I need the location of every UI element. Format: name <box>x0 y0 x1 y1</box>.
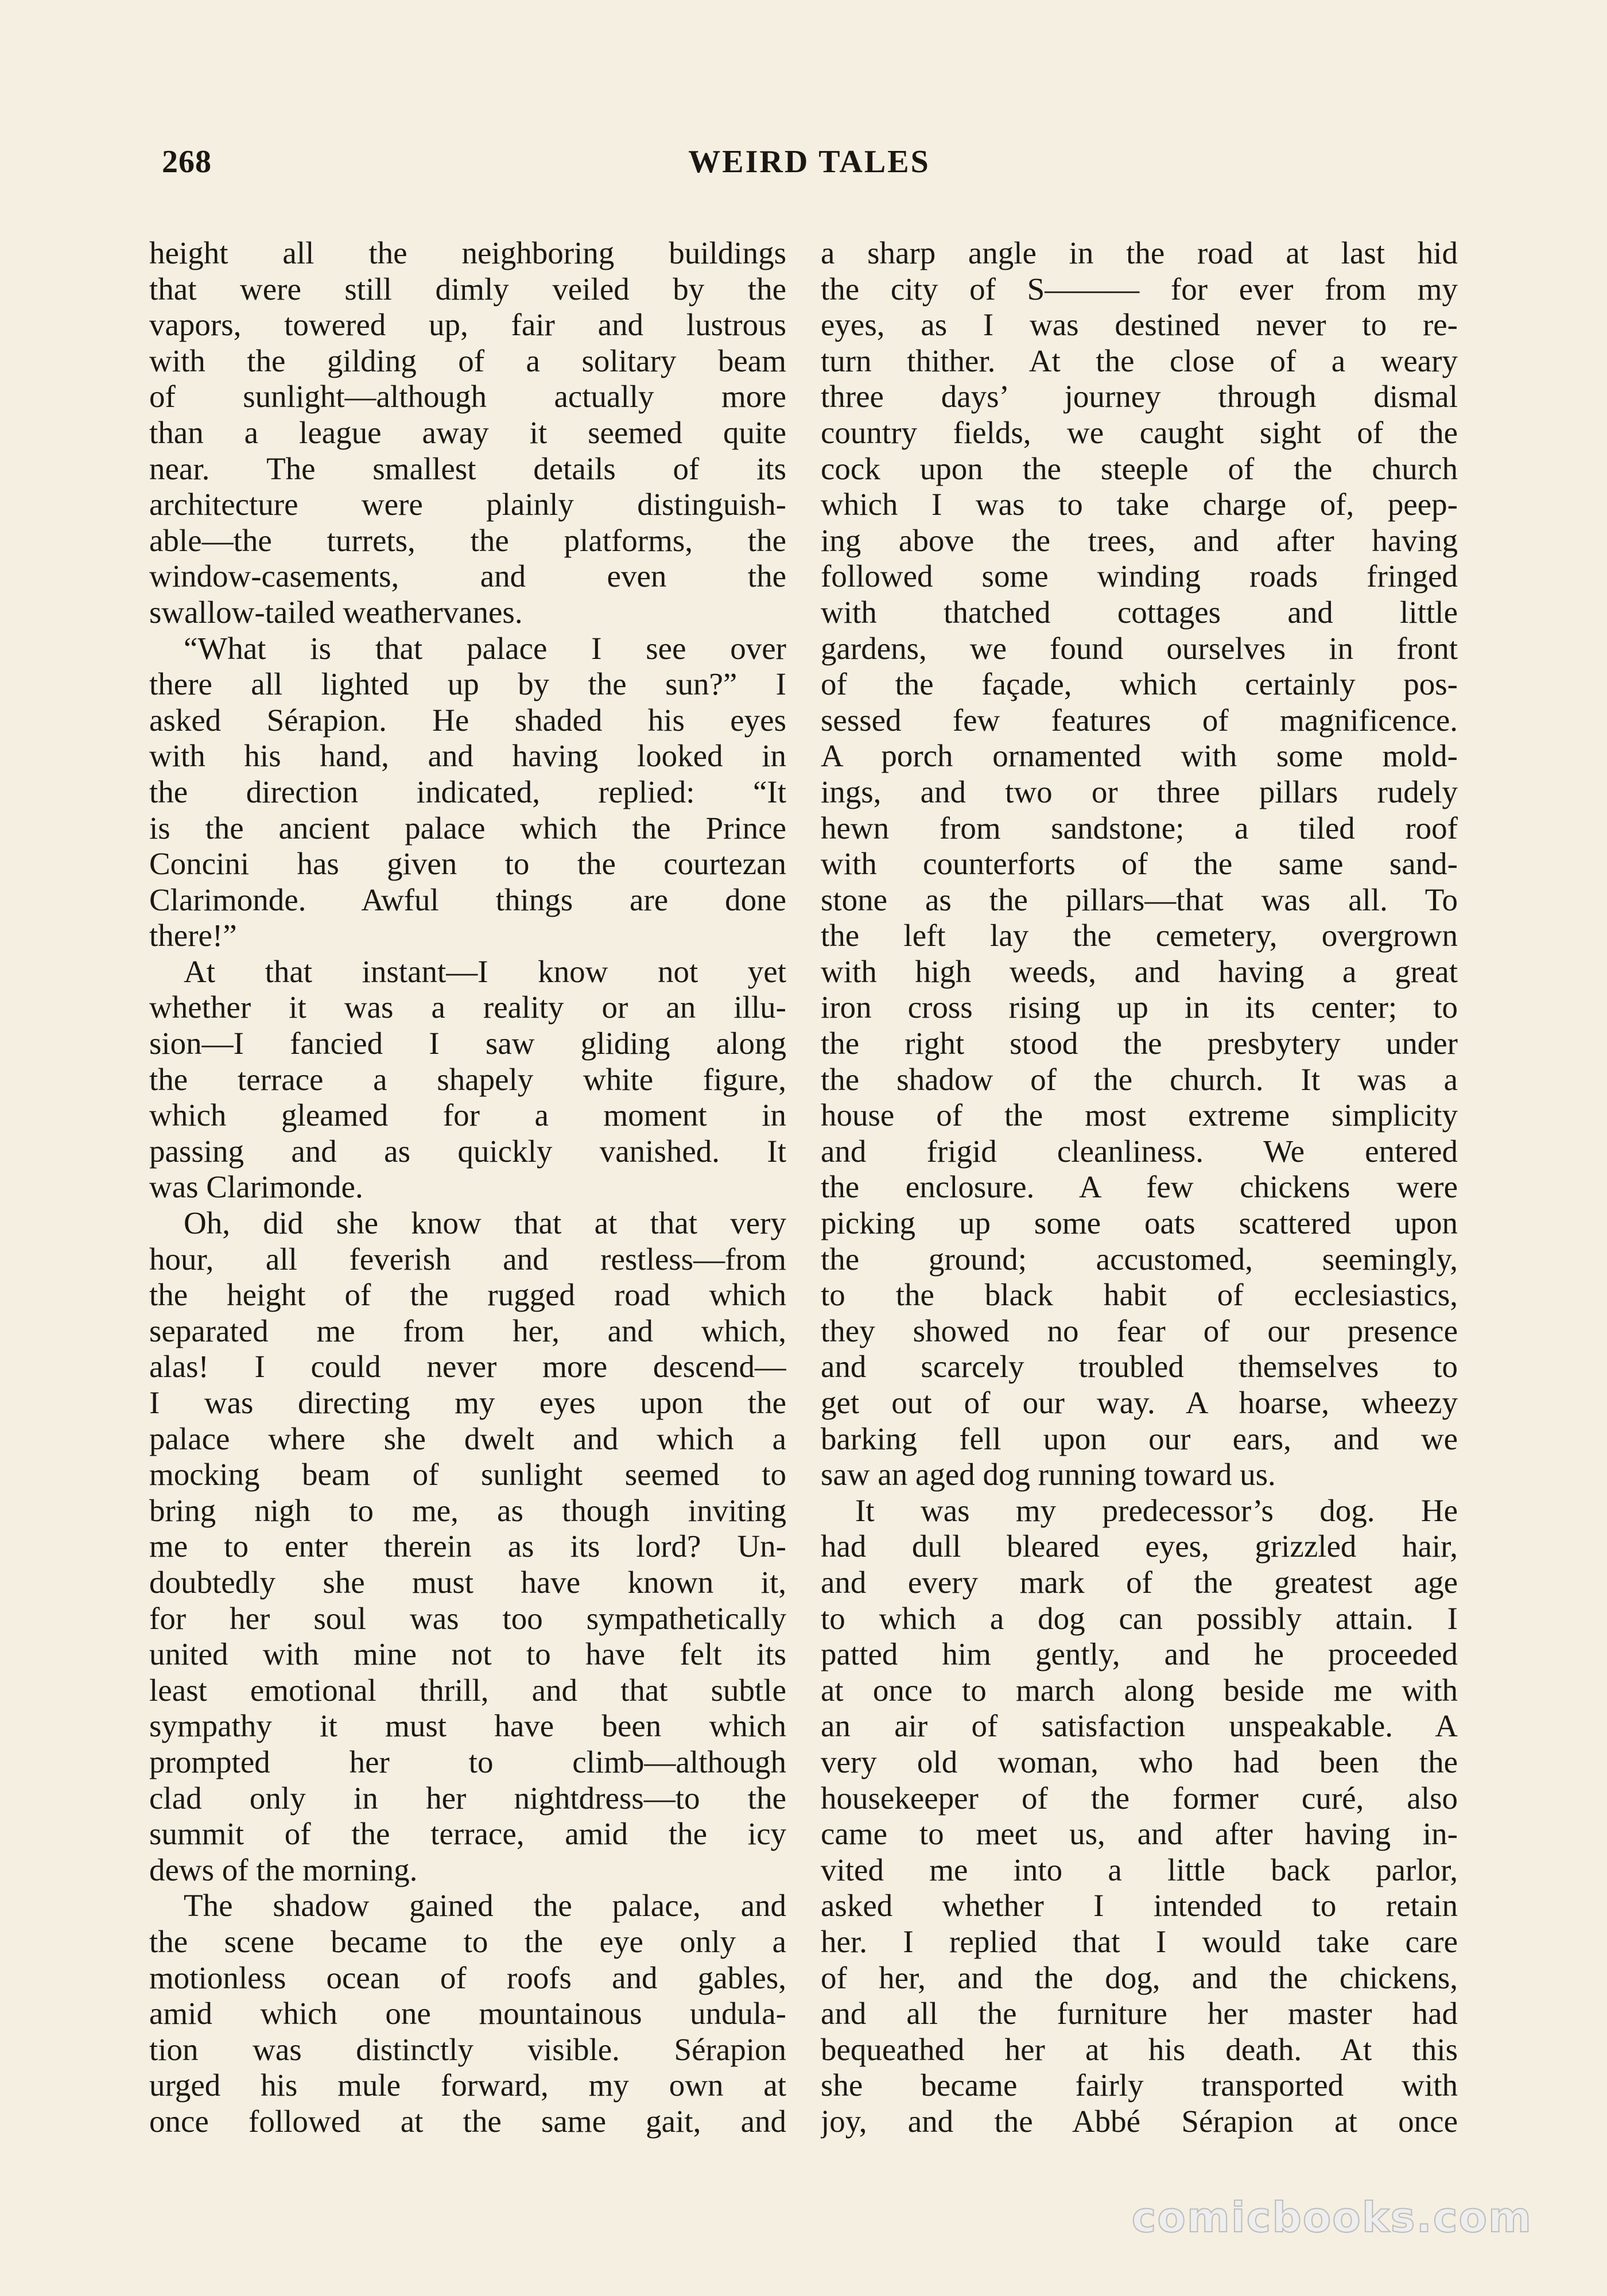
text-line: motionless ocean of roofs and gables, <box>149 1960 786 1995</box>
text-line: and scarcely troubled themselves to <box>821 1349 1458 1384</box>
text-line: with thatched cottages and little <box>821 594 1458 630</box>
text-line: barking fell upon our ears, and we <box>821 1421 1458 1456</box>
text-line: the height of the rugged road which <box>149 1277 786 1313</box>
text-line: had dull bleared eyes, grizzled hair, <box>821 1529 1458 1564</box>
text-line: they showed no fear of our presence <box>821 1313 1458 1348</box>
text-line: to which a dog can possibly attain. I <box>821 1600 1458 1636</box>
text-line: with counterforts of the same sand- <box>821 846 1458 882</box>
text-line: me to enter therein as its lord? Un- <box>149 1529 786 1564</box>
text-line: the right stood the presbytery under <box>821 1026 1458 1061</box>
text-line: turn thither. At the close of a weary <box>821 343 1458 378</box>
text-line: At that instant—I know not yet <box>184 953 786 989</box>
text-line: It was my predecessor’s dog. He <box>855 1492 1458 1528</box>
text-line: the left lay the cemetery, overgrown <box>821 918 1458 953</box>
text-line: with his hand, and having looked in <box>149 738 786 774</box>
text-line: swallow-tailed weathervanes. <box>149 594 523 630</box>
text-line: passing and as quickly vanished. It <box>149 1133 786 1169</box>
text-line: with the gilding of a solitary beam <box>149 343 786 378</box>
text-column-right <box>821 235 1458 2139</box>
text-line: of sunlight—although actually more <box>149 379 786 414</box>
page-header <box>155 144 1464 189</box>
text-line: get out of our way. A hoarse, wheezy <box>821 1385 1458 1420</box>
text-line: came to meet us, and after having in- <box>821 1816 1458 1852</box>
text-line: the ground; accustomed, seemingly, <box>821 1241 1458 1277</box>
text-line: than a league away it seemed quite <box>149 414 786 450</box>
text-line: I was directing my eyes upon the <box>149 1385 786 1420</box>
text-line: Oh, did she know that at that very <box>184 1205 786 1241</box>
text-line: once followed at the same gait, and <box>149 2103 786 2139</box>
text-line: for her soul was too sympathetically <box>149 1600 786 1636</box>
text-line: ings, and two or three pillars rudely <box>821 774 1458 809</box>
text-line: sion—I fancied I saw gliding along <box>149 1026 786 1061</box>
text-line: asked whether I intended to retain <box>821 1888 1458 1923</box>
text-line: there all lighted up by the sun?” I <box>149 666 786 702</box>
text-line: patted him gently, and he proceeded <box>821 1636 1458 1672</box>
text-line: picking up some oats scattered upon <box>821 1205 1458 1241</box>
text-line: alas! I could never more descend— <box>149 1349 786 1384</box>
text-line: her. I replied that I would take care <box>821 1923 1458 1959</box>
text-line: saw an aged dog running toward us. <box>821 1457 1276 1492</box>
text-line: united with mine not to have felt its <box>149 1636 786 1672</box>
text-line: A porch ornamented with some mold- <box>821 738 1458 774</box>
page-number: 268 <box>162 144 212 180</box>
text-line: the terrace a shapely white figure, <box>149 1061 786 1097</box>
text-line: the scene became to the eye only a <box>149 1923 786 1959</box>
text-line: and frigid cleanliness. We entered <box>821 1133 1458 1169</box>
text-line: to the black habit of ecclesiastics, <box>821 1277 1458 1313</box>
text-line: stone as the pillars—that was all. To <box>821 882 1458 917</box>
text-line: summit of the terrace, amid the icy <box>149 1816 786 1852</box>
text-line: which gleamed for a moment in <box>149 1097 786 1133</box>
text-line: mocking beam of sunlight seemed to <box>149 1457 786 1492</box>
text-line: hour, all feverish and restless—from <box>149 1241 786 1277</box>
text-line: that were still dimly veiled by the <box>149 271 786 307</box>
text-line: clad only in her nightdress—to the <box>149 1780 786 1816</box>
text-line: amid which one mountainous undula- <box>149 1996 786 2031</box>
text-line: three days’ journey through dismal <box>821 379 1458 414</box>
text-line: and every mark of the greatest age <box>821 1564 1458 1600</box>
text-line: joy, and the Abbé Sérapion at once <box>821 2103 1458 2139</box>
text-line: housekeeper of the former curé, also <box>821 1780 1458 1816</box>
text-line: an air of satisfaction unspeakable. A <box>821 1708 1458 1744</box>
text-line: whether it was a reality or an illu- <box>149 990 786 1025</box>
text-line: was Clarimonde. <box>149 1169 363 1205</box>
text-line: sympathy it must have been which <box>149 1708 786 1744</box>
text-line: the enclosure. A few chickens were <box>821 1169 1458 1205</box>
text-line: cock upon the steeple of the church <box>821 451 1458 486</box>
text-line: architecture were plainly distinguish- <box>149 487 786 522</box>
text-line: is the ancient palace which the Prince <box>149 810 786 846</box>
text-line: bring nigh to me, as though inviting <box>149 1492 786 1528</box>
text-line: of the façade, which certainly pos- <box>821 666 1458 702</box>
text-column-left <box>149 235 786 2139</box>
text-line: near. The smallest details of its <box>149 451 786 486</box>
text-line: ing above the trees, and after having <box>821 522 1458 558</box>
text-line: followed some winding roads fringed <box>821 559 1458 594</box>
text-line: vited me into a little back parlor, <box>821 1852 1458 1887</box>
text-line: doubtedly she must have known it, <box>149 1564 786 1600</box>
text-line: urged his mule forward, my own at <box>149 2068 786 2103</box>
text-line: least emotional thrill, and that subtle <box>149 1672 786 1708</box>
text-line: eyes, as I was destined never to re- <box>821 307 1458 343</box>
text-line: separated me from her, and which, <box>149 1313 786 1348</box>
text-line: hewn from sandstone; a tiled roof <box>821 810 1458 846</box>
text-line: there!” <box>149 918 237 953</box>
text-line: gardens, we found ourselves in front <box>821 630 1458 666</box>
text-line: the shadow of the church. It was a <box>821 1061 1458 1097</box>
running-head: WEIRD TALES <box>688 144 930 180</box>
text-line: sessed few features of magnificence. <box>821 702 1458 738</box>
text-line: bequeathed her at his death. At this <box>821 2031 1458 2067</box>
text-line: window-casements, and even the <box>149 559 786 594</box>
text-line: she became fairly transported with <box>821 2068 1458 2103</box>
text-line: at once to march along beside me with <box>821 1672 1458 1708</box>
text-line: tion was distinctly visible. Sérapion <box>149 2031 786 2067</box>
text-line: the direction indicated, replied: “It <box>149 774 786 809</box>
text-line: palace where she dwelt and which a <box>149 1421 786 1456</box>
text-line: very old woman, who had been the <box>821 1744 1458 1779</box>
text-line: Clarimonde. Awful things are done <box>149 882 786 917</box>
text-line: able—the turrets, the platforms, the <box>149 522 786 558</box>
text-line: prompted her to climb—although <box>149 1744 786 1779</box>
text-line: The shadow gained the palace, and <box>184 1888 786 1923</box>
text-line: with high weeds, and having a great <box>821 953 1458 989</box>
text-line: country fields, we caught sight of the <box>821 414 1458 450</box>
text-line: dews of the morning. <box>149 1852 418 1887</box>
text-line: iron cross rising up in its center; to <box>821 990 1458 1025</box>
text-line: Concini has given to the courtezan <box>149 846 786 882</box>
text-line: house of the most extreme simplicity <box>821 1097 1458 1133</box>
text-line: a sharp angle in the road at last hid <box>821 235 1458 270</box>
text-line: and all the furniture her master had <box>821 1996 1458 2031</box>
text-line: asked Sérapion. He shaded his eyes <box>149 702 786 738</box>
text-line: which I was to take charge of, peep- <box>821 487 1458 522</box>
watermark-logo: comicbooks.com <box>1131 2193 1532 2241</box>
text-line: height all the neighboring buildings <box>149 235 786 270</box>
text-line: “What is that palace I see over <box>184 630 786 666</box>
text-line: vapors, towered up, fair and lustrous <box>149 307 786 343</box>
text-line: the city of S——— for ever from my <box>821 271 1458 307</box>
text-line: of her, and the dog, and the chickens, <box>821 1960 1458 1995</box>
